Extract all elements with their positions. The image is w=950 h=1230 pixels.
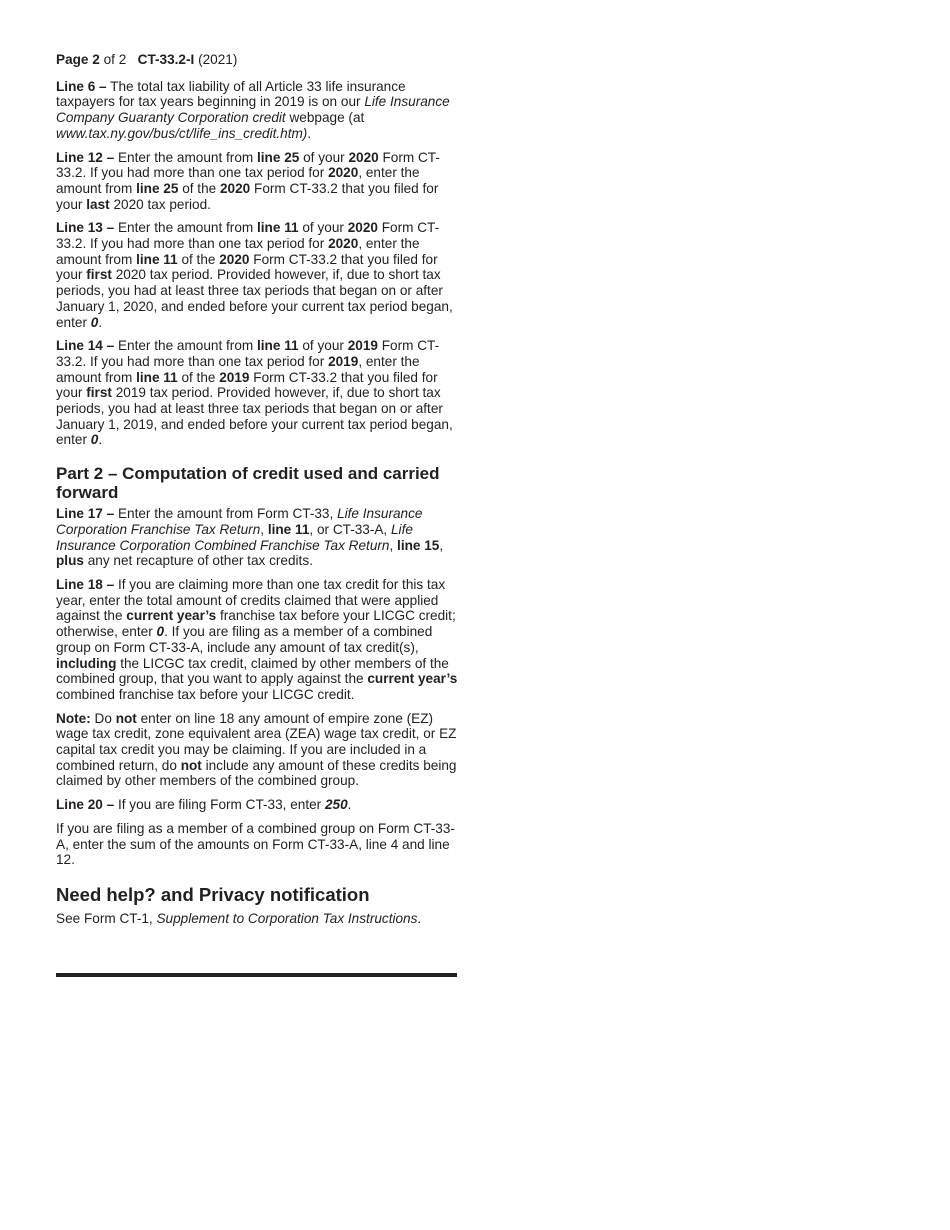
line-18-label: Line 18 – (56, 576, 115, 592)
line-12-bold: 2020 (348, 149, 379, 165)
line-17-bold: line 11 (267, 521, 310, 537)
line-14-bold: line 11 (136, 369, 178, 385)
line-14-bold: 2019 (219, 369, 250, 385)
line-20-value: 250 (324, 797, 348, 813)
line-13-text: Form CT-33.2 that you filed for your (56, 251, 438, 283)
note-label: Note: (56, 710, 91, 726)
page-header (56, 52, 458, 68)
line-13-bold: first (86, 267, 112, 283)
line-14-text: of your (298, 338, 348, 354)
line-18-text: If you are claiming more than one tax credit for this tax year, enter the total amount of credits claimed that were applied against the (56, 576, 446, 624)
note-paragraph (56, 711, 458, 790)
line-6-url: www.tax.ny.gov/bus/ct/life_ins_credit.htm) (56, 125, 308, 141)
line-12-text: of the (178, 180, 220, 196)
line-6-label: Line 6 – (56, 78, 107, 94)
line-14-bold: line 11 (257, 338, 299, 354)
line-13-text: 2020 tax period. Provided however, if, due to short tax periods, you had at least three tax periods that began on or after January 1, 2020, and ended before your current tax period began, enter (56, 267, 453, 330)
line-14-text: Form CT-33.2. If you had more than one tax period for (56, 338, 440, 369)
line-14-text: Form CT-33.2 that you filed for your (56, 369, 438, 401)
line-20-text: If you are filing Form CT-33, enter (114, 797, 325, 813)
page-number: 2 (92, 52, 100, 67)
note-bold: not (115, 710, 137, 726)
line-13-text: Enter the amount from (114, 220, 257, 236)
line-13-bold: 2020 (219, 251, 250, 267)
line-13-text: Form CT-33.2. If you had more than one tax period for (56, 220, 440, 252)
line-18-text: . If you are filing as a member of a combined group on Form CT-33-A, include any amount of tax credit(s), (56, 624, 433, 655)
line-6-webpage-title: Life Insurance Company Guaranty Corporation credit (56, 94, 450, 126)
line-17-text: , or CT-33-A, (309, 521, 391, 537)
line-18-text: franchise tax before your LICGC credit; otherwise, enter (56, 608, 456, 640)
line-17-instructions (56, 506, 458, 569)
line-13-zero: 0 (90, 314, 99, 330)
line-14-label: Line 14 – (56, 338, 115, 354)
line-14-bold: first (86, 385, 112, 401)
instructions-column (56, 52, 458, 935)
line-12-text: Form CT-33.2. If you had more than one tax period for (56, 149, 440, 181)
help-text: See Form CT-1, (56, 910, 157, 926)
line-20-label: Line 20 – (56, 797, 115, 813)
line-17-text: , (389, 537, 398, 553)
line-13-bold: 2020 (347, 220, 378, 236)
line-12-bold: line 25 (136, 180, 179, 196)
line-13-bold: 2020 (328, 236, 359, 252)
line-6-instructions (56, 79, 458, 142)
line-17-label: Line 17 – (56, 506, 115, 522)
line-6-text: The total tax liability of all Article 33 life insurance taxpayers for tax years beginning in 2019 is on our (56, 78, 406, 110)
line-17-form-title: Life Insurance Corporation Combined Franchise Tax Return (56, 521, 413, 553)
page-label: Page (56, 52, 93, 67)
line-17-text: any net recapture of other tax credits. (83, 553, 313, 569)
form-id: CT-33.2-I (137, 52, 195, 67)
line-14-text: of the (177, 369, 220, 385)
line-18-instructions (56, 577, 458, 703)
help-paragraph (56, 911, 458, 927)
line-17-text: Enter the amount from Form CT-33, (114, 506, 338, 522)
line-12-bold: line 25 (257, 149, 300, 165)
help-text: . (417, 910, 422, 926)
line-12-text: , enter the amount from (56, 165, 420, 196)
line-18-text: the LICGC tax credit, claimed by other members of the combined group, that you want to apply against the (56, 655, 449, 687)
line-13-text: . (98, 314, 103, 330)
line-13-text: , enter the amount from (56, 236, 420, 267)
line-13-bold: line 11 (257, 220, 299, 236)
line-14-bold: 2019 (347, 338, 378, 354)
line-14-zero: 0 (90, 432, 99, 448)
line-18-bold: current year’s (367, 671, 458, 687)
line-12-text: Enter the amount from (114, 149, 257, 165)
note-text: include any amount of these credits being claimed by other members of the combined group. (56, 757, 457, 789)
line-14-text: 2019 tax period. Provided however, if, due to short tax periods, you had at least three tax periods that began on or after January 1, 2019, and ended before your current tax period began, enter (56, 385, 453, 448)
line-13-instructions (56, 220, 458, 330)
note-text: enter on line 18 any amount of empire zone (EZ) wage tax credit, zone equivalent area (ZEA) wage tax credit, or EZ capital tax credit you may be claiming. If you are included in a combined return, do (56, 710, 457, 773)
line-12-text: Form CT-33.2 that you filed for your (56, 180, 439, 212)
line-14-text: Enter the amount from (114, 338, 257, 354)
line-13-text: of your (298, 220, 348, 236)
line-6-text: . (307, 125, 312, 141)
note-text: Do (90, 710, 116, 726)
line-12-text: of your (299, 149, 349, 165)
line-13-text: of the (177, 251, 220, 267)
section-end-rule (56, 973, 457, 977)
line-17-bold: line 15 (397, 537, 440, 553)
line-13-label: Line 13 – (56, 220, 115, 236)
line-20-text: . (347, 797, 352, 813)
line-17-text: , (260, 521, 268, 537)
line-14-text: , enter the amount from (56, 353, 420, 385)
note-bold: not (180, 757, 202, 773)
line-13-bold: line 11 (136, 251, 178, 267)
line-17-text: , (439, 537, 444, 553)
line-20-instructions (56, 797, 458, 813)
line-18-text: combined franchise tax before your LICGC credit. (56, 686, 355, 702)
line-12-bold: last (86, 196, 110, 212)
line-18-bold: including (56, 655, 117, 671)
line-18-bold: current year’s (126, 608, 217, 624)
line-12-text: 2020 tax period. (109, 196, 211, 212)
help-form-title: Supplement to Corporation Tax Instructions (156, 910, 418, 926)
line-12-bold: 2020 (328, 165, 359, 181)
line-12-instructions (56, 150, 458, 213)
page-of: of 2 (99, 52, 127, 67)
line-17-form-title: Life Insurance Corporation Franchise Tax Return (56, 506, 423, 537)
line-14-instructions (56, 338, 458, 448)
line-20-combined-group: If you are filing as a member of a combined group on Form CT-33-A, enter the sum of the amounts on Form CT-33-A, line 4 and line 12. (56, 820, 455, 868)
line-6-text: webpage (at (285, 110, 365, 126)
line-14-text: . (98, 432, 103, 448)
line-12-label: Line 12 – (56, 149, 115, 165)
line-12-bold: 2020 (220, 180, 251, 196)
line-18-zero: 0 (156, 624, 165, 640)
line-17-bold: plus (56, 553, 84, 569)
part-2-heading: Part 2 – Computation of credit used and carried forward (56, 464, 440, 503)
help-heading: Need help? and Privacy notification (56, 883, 370, 905)
form-year: (2021) (194, 52, 238, 67)
line-14-bold: 2019 (328, 353, 359, 369)
